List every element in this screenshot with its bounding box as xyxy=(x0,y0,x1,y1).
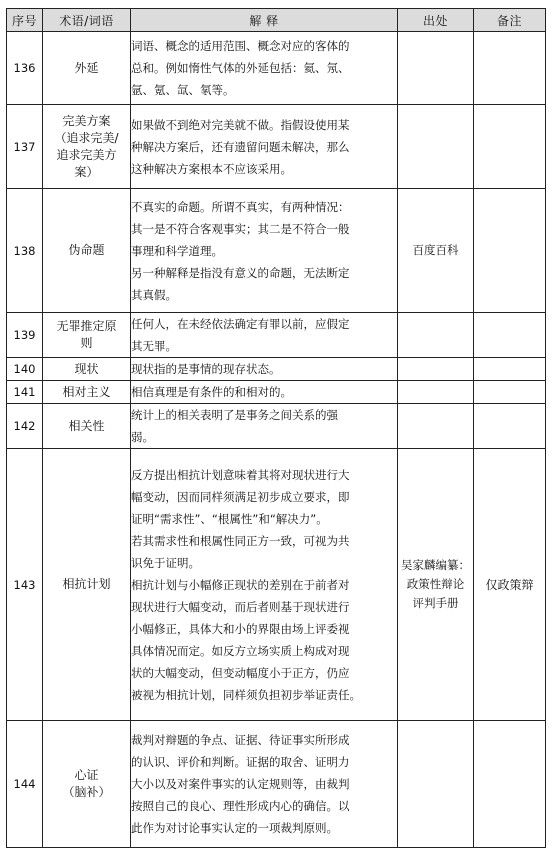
row-term: 相抗计划 xyxy=(43,449,131,721)
row-term: 无罪推定原 则 xyxy=(43,313,131,358)
table-row xyxy=(7,32,546,105)
row-note xyxy=(474,404,546,449)
row-note xyxy=(474,358,546,381)
terms-table xyxy=(6,8,546,848)
row-num: 139 xyxy=(7,313,43,358)
header-source: 出处 xyxy=(398,9,474,32)
row-num: 136 xyxy=(7,32,43,105)
row-explanation: 统计上的相关表明了是事务之间关系的强 弱。 xyxy=(131,404,398,449)
row-term: 相对主义 xyxy=(43,381,131,404)
row-source xyxy=(398,381,474,404)
row-term: 现状 xyxy=(43,358,131,381)
table-row xyxy=(7,404,546,449)
row-explanation: 反方提出相抗计划意味着其将对现状进行大 幅变动，因而同样须满足初步成立要求，即 证明“需求性”、“根属性”和“解决力”。 若其需求性和根属性同正方一致，可视为共 识免于证明。 相抗计划与小幅修正现状的差别在于前者对 现状进行大幅变动，而后者则基于现状进行 小幅修正，具体大和小的界限由场上评委视 具体情况而定。如反方立场实质上构成对现 状的大幅变动，但变动幅度小于正方，仍应 被视为相抗计划，同样须负担初步举证责任。 xyxy=(131,449,398,721)
row-num: 142 xyxy=(7,404,43,449)
row-source: 吴家麟编纂： 政策性辩论 评判手册 xyxy=(398,449,474,721)
row-note xyxy=(474,381,546,404)
table-row xyxy=(7,449,546,721)
row-note xyxy=(474,313,546,358)
header-num: 序号 xyxy=(7,9,43,32)
row-num: 138 xyxy=(7,189,43,313)
row-note xyxy=(474,105,546,189)
row-source xyxy=(398,404,474,449)
row-explanation: 现状指的是事情的现存状态。 xyxy=(131,358,398,381)
row-explanation: 任何人，在未经依法确定有罪以前，应假定 其无罪。 xyxy=(131,313,398,358)
header-explanation: 解 释 xyxy=(131,9,398,32)
row-num: 144 xyxy=(7,721,43,848)
row-num: 143 xyxy=(7,449,43,721)
table-row xyxy=(7,381,546,404)
row-source xyxy=(398,721,474,848)
header-term: 术语/词语 xyxy=(43,9,131,32)
row-explanation: 不真实的命题。所谓不真实，有两种情况： 其一是不符合客观事实；其二是不符合一般 事理和科学道理。 另一种解释是指没有意义的命题，无法断定 其真假。 xyxy=(131,189,398,313)
row-explanation: 词语、概念的适用范围、概念对应的客体的 总和。例如惰性气体的外延包括：氦、氖、 氩、氪、氙、氡等。 xyxy=(131,32,398,105)
table-row xyxy=(7,105,546,189)
row-source xyxy=(398,358,474,381)
row-term: 伪命题 xyxy=(43,189,131,313)
row-note xyxy=(474,721,546,848)
row-note xyxy=(474,189,546,313)
row-term: 心证 （脑补） xyxy=(43,721,131,848)
row-term: 相关性 xyxy=(43,404,131,449)
row-num: 137 xyxy=(7,105,43,189)
row-num: 141 xyxy=(7,381,43,404)
row-term: 外延 xyxy=(43,32,131,105)
row-note xyxy=(474,32,546,105)
row-note: 仅政策辩 xyxy=(474,449,546,721)
row-source xyxy=(398,32,474,105)
row-explanation: 如果做不到绝对完美就不做。指假设使用某 种解决方案后，还有遗留问题未解决，那么 这种解决方案根本不应该采用。 xyxy=(131,105,398,189)
row-num: 140 xyxy=(7,358,43,381)
table-row xyxy=(7,313,546,358)
row-explanation: 相信真理是有条件的和相对的。 xyxy=(131,381,398,404)
header-note: 备注 xyxy=(474,9,546,32)
table-header-row xyxy=(7,9,546,32)
row-term: 完美方案 （追求完美/ 追求完美方 案） xyxy=(43,105,131,189)
row-source xyxy=(398,313,474,358)
table-row xyxy=(7,189,546,313)
row-source xyxy=(398,105,474,189)
row-explanation: 裁判对辩题的争点、证据、待证事实所形成 的认识、评价和判断。证据的取舍、证明力 大小以及对案件事实的认定规则等，由裁判 按照自己的良心、理性形成内心的确信。以 此作为对讨论事实认定的一项裁判原则。 xyxy=(131,721,398,848)
table-row xyxy=(7,358,546,381)
table-row xyxy=(7,721,546,848)
row-source: 百度百科 xyxy=(398,189,474,313)
